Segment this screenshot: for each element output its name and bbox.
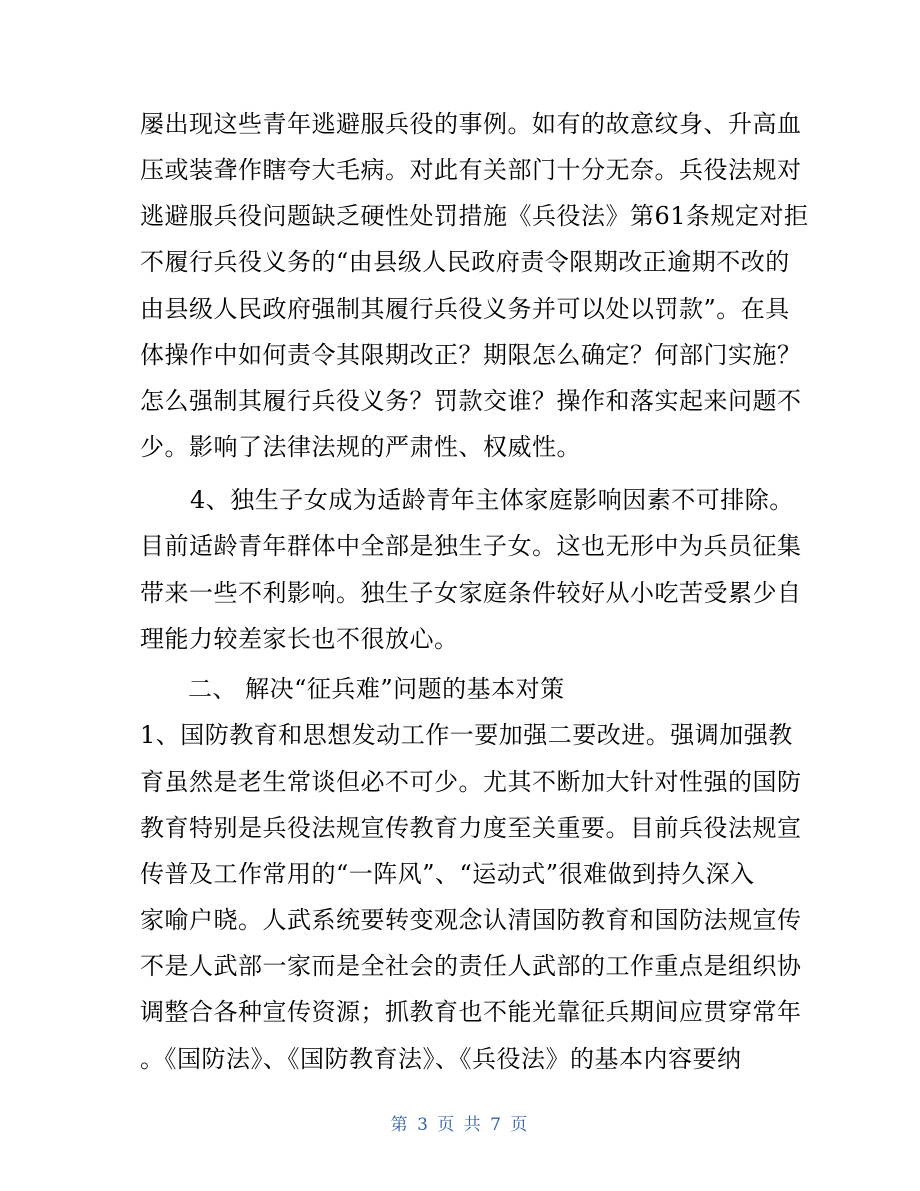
text-line: 目前适龄青年群体中全部是独生子女。这也无形中为兵员征集 (140, 532, 802, 560)
text-line: 屡出现这些青年逃避服兵役的事例。如有的故意纹身、升高血 (140, 110, 802, 138)
text-line: 怎么强制其履行兵役义务？罚款交谁？操作和落实起来问题不 (140, 387, 802, 415)
text-line: 育虽然是老生常谈但必不可少。尤其不断加大针对性强的国防 (140, 768, 802, 796)
text-line: 带来一些不利影响。独生子女家庭条件较好从小吃苦受累少自 (140, 579, 802, 607)
text-line: 理能力较差家长也不很放心。 (140, 625, 459, 653)
text-line: 压或装聋作瞎夸大毛病。对此有关部门十分无奈。兵役法规对 (140, 156, 802, 184)
section-heading: 二、 解决“征兵难”问题的基本对策 (188, 675, 565, 703)
text-line: 逃避服兵役问题缺乏硬性处罚措施《兵役法》第61条规定对拒 (140, 202, 809, 230)
text-line: 。《国防法》、《国防教育法》、《兵役法》的基本内容要纳 (140, 1045, 742, 1073)
text-line: 传普及工作常用的“一阵风”、“运动式”很难做到持久深入 (140, 860, 755, 888)
text-line: 家喻户晓。人武系统要转变观念认清国防教育和国防法规宣传 (140, 906, 802, 934)
list-item-heading: 1、国防教育和思想发动工作一要加强二要改进。强调加强教 (140, 721, 793, 749)
text-line: 教育特别是兵役法规宣传教育力度至关重要。目前兵役法规宣 (140, 814, 802, 842)
text-line: 调整合各种宣传资源；抓教育也不能光靠征兵期间应贯穿常年 (140, 998, 802, 1026)
page-number-footer: 第 3 页 共 7 页 (390, 1115, 530, 1135)
text-line: 少。影响了法律法规的严肃性、权威性。 (140, 433, 581, 461)
list-item-heading: 4、独生子女成为适龄青年主体家庭影响因素不可排除。 (190, 486, 794, 514)
text-line: 体操作中如何责令其限期改正？期限怎么确定？何部门实施？ (140, 341, 802, 369)
text-line: 不是人武部一家而是全社会的责任人武部的工作重点是组织协 (140, 952, 802, 980)
text-line: 由县级人民政府强制其履行兵役义务并可以处以罚款”。在具 (140, 295, 790, 323)
text-line: 不履行兵役义务的“由县级人民政府责令限期改正逾期不改的 (140, 248, 790, 276)
